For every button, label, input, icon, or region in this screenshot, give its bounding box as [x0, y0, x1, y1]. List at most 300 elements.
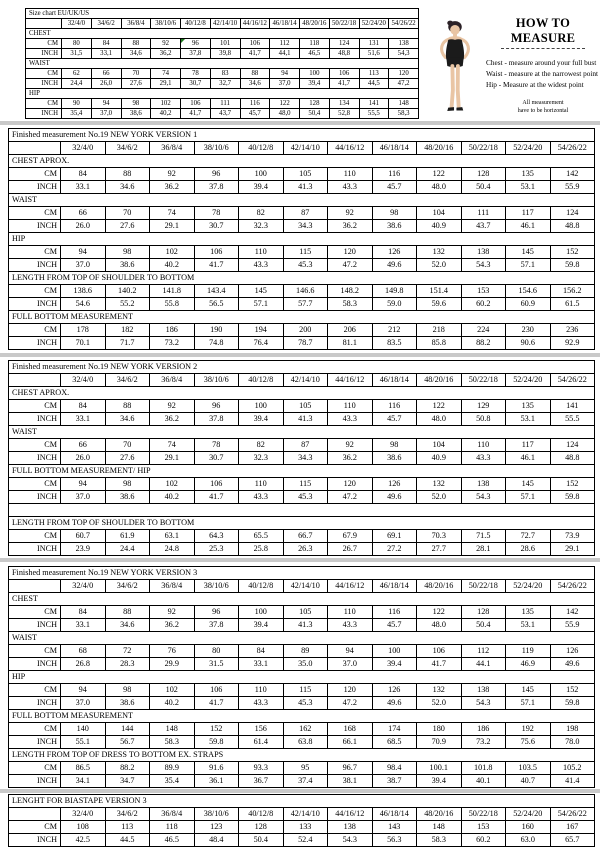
- measurement-value: 108: [61, 821, 106, 834]
- measurement-value: 115: [283, 246, 328, 259]
- measurement-value: 34.6: [105, 413, 150, 426]
- section-label: FULL BOTTOM MEASUREMENT: [9, 311, 595, 324]
- measurement-value: 118: [300, 39, 330, 49]
- version1-table: [8, 128, 595, 350]
- measurement-value: 70: [105, 439, 150, 452]
- measurement-value: 41.4: [550, 775, 595, 788]
- measurement-value: 122: [417, 400, 462, 413]
- measurement-value: 132: [417, 684, 462, 697]
- size-header-cell: 36/8/4: [150, 142, 195, 155]
- unit-label: CM: [9, 285, 61, 298]
- size-header-cell: 40/12/8: [239, 808, 284, 821]
- measurement-value: 44.1: [461, 658, 506, 671]
- measurement-value: 100: [300, 69, 330, 79]
- measurement-value: 37.8: [194, 181, 239, 194]
- measurement-value: 23.9: [61, 543, 106, 556]
- measurement-value: 141: [550, 400, 595, 413]
- size-header-cell: 36/8/4: [150, 374, 195, 387]
- measurement-value: 47.2: [328, 697, 373, 710]
- measurement-value: 36.7: [239, 775, 284, 788]
- measurement-value: 110: [239, 478, 284, 491]
- size-header-cell: 48/20/16: [417, 142, 462, 155]
- section-divider: [0, 121, 600, 125]
- measurement-value: 39,4: [300, 79, 330, 89]
- size-header-cell: 42/14/10: [283, 142, 328, 155]
- measurement-value: 31,5: [62, 49, 92, 59]
- measurement-value: 44,5: [359, 79, 389, 89]
- measurement-value: 84: [239, 645, 284, 658]
- measurement-value: 60.2: [461, 298, 506, 311]
- measurement-value: 33.1: [61, 413, 106, 426]
- measurement-value: 66: [91, 69, 121, 79]
- measurement-value: 151.4: [417, 285, 462, 298]
- measurement-value: 84: [61, 400, 106, 413]
- measurement-value: 74.8: [194, 337, 239, 350]
- measurement-value: 93.3: [239, 762, 284, 775]
- measurement-value: 106: [417, 645, 462, 658]
- measurement-value: 50.8: [461, 413, 506, 426]
- measurement-value: 26.8: [61, 658, 106, 671]
- measurement-value: 100: [239, 168, 284, 181]
- measurement-value: 122: [270, 99, 300, 109]
- size-header-cell: 46/18/14: [372, 142, 417, 155]
- measurement-value: 126: [550, 645, 595, 658]
- size-header-cell: 38/10/6: [194, 808, 239, 821]
- measurement-value: 37.0: [61, 491, 106, 504]
- measurement-value: 106: [194, 478, 239, 491]
- unit-label: CM: [9, 606, 61, 619]
- unit-label: INCH: [9, 543, 61, 556]
- measurement-value: 146.6: [283, 285, 328, 298]
- measurement-value: 37.0: [61, 697, 106, 710]
- unit-label: CM: [9, 400, 61, 413]
- measurement-value: 230: [506, 324, 551, 337]
- measurement-value: 59.8: [550, 259, 595, 272]
- measurement-value: 40.2: [150, 697, 195, 710]
- measurement-value: 116: [372, 400, 417, 413]
- measurement-value: 38,6: [121, 109, 151, 119]
- measurement-value: 153: [461, 285, 506, 298]
- unit-label: INCH: [9, 491, 61, 504]
- unit-label: INCH: [9, 337, 61, 350]
- measurement-value: 34.3: [283, 220, 328, 233]
- measurement-value: 98: [372, 207, 417, 220]
- size-header-cell: 36/8/4: [150, 580, 195, 593]
- unit-label: INCH: [9, 452, 61, 465]
- measurement-value: 36,2: [151, 49, 181, 59]
- measurement-value: 37.0: [61, 259, 106, 272]
- measurement-value: 47.2: [328, 259, 373, 272]
- size-header-cell: 32/4/0: [61, 142, 106, 155]
- measurement-value: 48.0: [417, 413, 462, 426]
- measurement-value: 32,7: [210, 79, 240, 89]
- measurement-value: 71.5: [461, 530, 506, 543]
- measurement-value: 50.4: [461, 181, 506, 194]
- measurement-value: 115: [283, 684, 328, 697]
- measurement-value: 63.1: [150, 530, 195, 543]
- measurement-value: 24.4: [105, 543, 150, 556]
- section-label: FULL BOTTOM MEASUREMENT: [9, 710, 595, 723]
- measurement-value: 59.8: [550, 697, 595, 710]
- measurement-value: 55.1: [61, 736, 106, 749]
- measurement-value: 66.7: [283, 530, 328, 543]
- measurement-value: 45.7: [372, 181, 417, 194]
- unit-label: INCH: [26, 49, 62, 59]
- measurement-value: 190: [194, 324, 239, 337]
- empty-header-cell: [9, 374, 61, 387]
- measurement-value: 88.2: [105, 762, 150, 775]
- measurement-value: 94: [61, 478, 106, 491]
- measurement-value: 104: [417, 439, 462, 452]
- measurement-value: 27.6: [105, 452, 150, 465]
- measurement-value: 54.3: [461, 259, 506, 272]
- measurement-value: 52,8: [329, 109, 359, 119]
- measurement-value: 116: [240, 99, 270, 109]
- measurement-value: 78: [194, 207, 239, 220]
- size-header-cell: 52/24/20: [506, 808, 551, 821]
- size-header-cell: 48/20/16: [417, 808, 462, 821]
- measurement-value: 54,3: [389, 49, 419, 59]
- measurement-value: 27,6: [121, 79, 151, 89]
- measurement-value: 24,4: [62, 79, 92, 89]
- measurement-value: 58.3: [150, 736, 195, 749]
- measurement-value: 110: [239, 246, 284, 259]
- measurement-value: 72: [105, 645, 150, 658]
- measurement-value: 37,8: [181, 49, 211, 59]
- measurement-value: 74: [151, 69, 181, 79]
- table-title: Finished measurement No.19 NEW YORK VERSION 1: [9, 129, 595, 142]
- measurement-value: 37.0: [328, 658, 373, 671]
- how-to-measure-title: HOW TO MEASURE: [510, 16, 576, 45]
- measurement-value: 60.9: [506, 298, 551, 311]
- measurement-value: 55.9: [550, 181, 595, 194]
- size-header-cell: 38/10/6: [194, 580, 239, 593]
- measurement-value: 54.3: [328, 834, 373, 847]
- measurement-table: [8, 794, 595, 847]
- measurement-value: 84: [91, 39, 121, 49]
- measurement-value: 49.6: [372, 259, 417, 272]
- measurement-value: 39.4: [417, 775, 462, 788]
- measurement-value: 60.7: [61, 530, 106, 543]
- measurement-value: 106: [240, 39, 270, 49]
- measurement-value: 141.8: [150, 285, 195, 298]
- measurement-value: 29.1: [550, 543, 595, 556]
- measurement-value: 70: [105, 207, 150, 220]
- measurement-value: 30.7: [194, 220, 239, 233]
- measurement-value: 94: [328, 645, 373, 658]
- size-header-cell: 50/22/18: [461, 142, 506, 155]
- size-header-cell: 52/24/20: [359, 19, 389, 29]
- measurement-value: 92: [328, 439, 373, 452]
- measurement-value: 40.2: [150, 491, 195, 504]
- measurement-value: 143: [372, 821, 417, 834]
- empty-header-cell: [26, 19, 62, 29]
- empty-header-cell: [9, 142, 61, 155]
- size-header-cell: 54/26/22: [550, 374, 595, 387]
- measurement-value: 55.2: [105, 298, 150, 311]
- measurement-value: 85.8: [417, 337, 462, 350]
- measurement-value: 43.3: [239, 259, 284, 272]
- unit-label: CM: [9, 645, 61, 658]
- section-label: WAIST: [9, 632, 595, 645]
- measurement-value: 80: [194, 645, 239, 658]
- size-header-cell: 44/16/12: [328, 580, 373, 593]
- size-header-cell: 42/14/10: [283, 580, 328, 593]
- measurement-value: 122: [417, 168, 462, 181]
- measurement-value: 49.6: [372, 697, 417, 710]
- measurement-value: 45.3: [283, 491, 328, 504]
- measurement-value: 45.7: [372, 619, 417, 632]
- measurement-value: 30,7: [181, 79, 211, 89]
- measurement-value: 35.4: [150, 775, 195, 788]
- measurement-value: 48.8: [550, 220, 595, 233]
- measurement-value: 92: [150, 400, 195, 413]
- measurement-value: 70.3: [417, 530, 462, 543]
- measurement-value: 69.1: [372, 530, 417, 543]
- measurement-value: 200: [283, 324, 328, 337]
- measurement-value: 41.7: [194, 491, 239, 504]
- measurement-value: 168: [328, 723, 373, 736]
- measurement-value: 56.5: [194, 298, 239, 311]
- size-header-cell: 42/14/10: [210, 19, 240, 29]
- measurement-value: 132: [417, 478, 462, 491]
- measurement-value: 57.1: [506, 491, 551, 504]
- measurement-value: 26,0: [91, 79, 121, 89]
- measurement-value: 106: [194, 684, 239, 697]
- measurement-value: 148: [389, 99, 419, 109]
- measurement-value: 120: [328, 478, 373, 491]
- size-header-cell: 54/26/22: [389, 19, 419, 29]
- measurement-value: 88: [105, 168, 150, 181]
- unit-label: CM: [9, 762, 61, 775]
- measurement-value: 41.3: [283, 413, 328, 426]
- measurement-value: 57.1: [239, 298, 284, 311]
- section-label: HIP: [26, 89, 419, 99]
- measurement-value: 73.2: [150, 337, 195, 350]
- measurement-value: 38.6: [105, 491, 150, 504]
- measurement-value: 102: [150, 478, 195, 491]
- size-header-cell: 48/20/16: [417, 580, 462, 593]
- size-header-cell: 38/10/6: [194, 142, 239, 155]
- measurement-value: 156: [239, 723, 284, 736]
- measurement-value: 65.7: [550, 834, 595, 847]
- measurement-value: 138: [328, 821, 373, 834]
- size-header-cell: 32/4/0: [61, 808, 106, 821]
- measurement-value: 66: [61, 207, 106, 220]
- measurement-value: 224: [461, 324, 506, 337]
- measurement-value: 56.7: [105, 736, 150, 749]
- measurement-value: 98: [105, 246, 150, 259]
- measurement-value: 26.0: [61, 452, 106, 465]
- unit-label: CM: [9, 168, 61, 181]
- measurement-value: 80: [62, 39, 92, 49]
- size-header-cell: 36/8/4: [121, 19, 151, 29]
- measurement-value: 133: [283, 821, 328, 834]
- measurement-value: 96: [194, 400, 239, 413]
- unit-label: CM: [9, 684, 61, 697]
- empty-header-cell: [9, 580, 61, 593]
- measurement-value: 46.1: [506, 220, 551, 233]
- measurement-value: 117: [506, 439, 551, 452]
- measurement-value: 117: [506, 207, 551, 220]
- measurement-value: 100: [239, 606, 284, 619]
- measurement-value: 55,5: [359, 109, 389, 119]
- measurement-value: 92: [328, 207, 373, 220]
- measurement-value: 58,3: [389, 109, 419, 119]
- measurement-value: 48.0: [417, 619, 462, 632]
- measurement-value: 48.4: [194, 834, 239, 847]
- measurement-value: 49.6: [550, 658, 595, 671]
- measurement-value: 98: [105, 684, 150, 697]
- measurement-value: 45.3: [283, 697, 328, 710]
- measurement-value: 102: [150, 684, 195, 697]
- measurement-value: 29,1: [151, 79, 181, 89]
- section-label: CHEST APROX.: [9, 387, 595, 400]
- measurement-value: 35,4: [62, 109, 92, 119]
- section-label: HIP: [9, 671, 595, 684]
- measurement-value: 43,7: [210, 109, 240, 119]
- section-divider: [0, 353, 600, 357]
- measurement-value: 236: [550, 324, 595, 337]
- measurement-value: 160: [506, 821, 551, 834]
- unit-label: INCH: [9, 736, 61, 749]
- measurement-value: 116: [372, 168, 417, 181]
- measurement-value: 39.4: [239, 181, 284, 194]
- measurement-value: 28.1: [461, 543, 506, 556]
- measurement-value: 88: [240, 69, 270, 79]
- measurement-value: 96: [194, 168, 239, 181]
- measurement-value: 84: [61, 606, 106, 619]
- measurement-value: 83: [210, 69, 240, 79]
- measurement-value: 43.3: [239, 491, 284, 504]
- measurement-value: 43.3: [328, 413, 373, 426]
- measurement-value: 98: [105, 478, 150, 491]
- measurement-value: 29.1: [150, 220, 195, 233]
- size-header-cell: 34/6/2: [105, 142, 150, 155]
- measurement-value: 145: [239, 285, 284, 298]
- measurement-value: 102: [150, 246, 195, 259]
- measurement-table: [8, 566, 595, 788]
- size-header-cell: 38/10/6: [151, 19, 181, 29]
- measurement-value: 78: [181, 69, 211, 79]
- measurement-value: 92: [150, 168, 195, 181]
- measurement-value: 212: [372, 324, 417, 337]
- measurement-value: 56.3: [372, 834, 417, 847]
- measurement-value: 53.1: [506, 619, 551, 632]
- measurement-value: 41.3: [283, 619, 328, 632]
- measurement-value: 180: [417, 723, 462, 736]
- measurement-value: 115: [283, 478, 328, 491]
- measurement-value: 27.2: [372, 543, 417, 556]
- measurement-value: 37.4: [283, 775, 328, 788]
- measurement-value: 98.4: [372, 762, 417, 775]
- measurement-value: 34,6: [240, 79, 270, 89]
- measurement-value: 78.0: [550, 736, 595, 749]
- size-header-cell: 40/12/8: [181, 19, 211, 29]
- measurement-value: 68: [61, 645, 106, 658]
- measurement-value: 82: [239, 439, 284, 452]
- measurement-value: 41.7: [194, 697, 239, 710]
- section-label: CHEST: [9, 593, 595, 606]
- size-header-cell: 54/26/22: [550, 580, 595, 593]
- measurement-value: 31.5: [194, 658, 239, 671]
- measurement-note: [486, 100, 600, 115]
- measurement-value: 32.3: [239, 220, 284, 233]
- measurement-value: 145: [506, 478, 551, 491]
- measurement-value: 92: [150, 606, 195, 619]
- measurement-value: 38.6: [105, 697, 150, 710]
- measurement-value: 59.6: [417, 298, 462, 311]
- measure-instructions: [486, 57, 600, 90]
- size-header-cell: 38/10/6: [194, 374, 239, 387]
- measurement-value: 92.9: [550, 337, 595, 350]
- measurement-value: 37,0: [270, 79, 300, 89]
- measurement-value: 49.6: [372, 491, 417, 504]
- measurement-value: 59.0: [372, 298, 417, 311]
- measurement-value: 73.2: [461, 736, 506, 749]
- measurement-value: 38.6: [105, 259, 150, 272]
- size-header-cell: 54/26/22: [550, 808, 595, 821]
- measurement-value: 51,6: [359, 49, 389, 59]
- size-header-cell: 50/22/18: [461, 580, 506, 593]
- size-header-cell: 46/18/14: [372, 580, 417, 593]
- measurement-value: 116: [372, 606, 417, 619]
- measurement-value: 74: [150, 207, 195, 220]
- measurement-value: 156.2: [550, 285, 595, 298]
- measurement-value: 94: [61, 684, 106, 697]
- size-header-cell: 52/24/20: [506, 374, 551, 387]
- measurement-value: 186: [461, 723, 506, 736]
- section-label: CHEST APROX.: [9, 155, 595, 168]
- measurement-value: 102: [151, 99, 181, 109]
- measurement-value: 41.7: [417, 658, 462, 671]
- measurement-value: 71.7: [105, 337, 150, 350]
- unit-label: INCH: [9, 181, 61, 194]
- size-header-cell: 44/16/12: [328, 142, 373, 155]
- size-header-cell: 52/24/20: [506, 580, 551, 593]
- measurement-value: 25.8: [239, 543, 284, 556]
- measurement-value: 38.1: [328, 775, 373, 788]
- measurement-value: 89.9: [150, 762, 195, 775]
- measurement-value: 26.7: [328, 543, 373, 556]
- measurement-value: 40.9: [417, 220, 462, 233]
- measurement-value: 73.9: [550, 530, 595, 543]
- empty-header-cell: [9, 808, 61, 821]
- measurement-value: 48.0: [417, 181, 462, 194]
- measurement-value: 36.2: [150, 619, 195, 632]
- size-header-cell: 32/4/0: [62, 19, 92, 29]
- measurement-value: 218: [417, 324, 462, 337]
- woman-measuring-illustration: [426, 18, 484, 116]
- measurement-value: 41.7: [194, 259, 239, 272]
- section-label: WAIST: [9, 194, 595, 207]
- section-label: FULL BOTTOM MEASUREMENT/ HIP: [9, 465, 595, 478]
- measurement-value: 98: [121, 99, 151, 109]
- measurement-value: 83.5: [372, 337, 417, 350]
- measurement-value: 112: [461, 645, 506, 658]
- measurement-value: 33.1: [61, 181, 106, 194]
- measurement-value: 46.9: [506, 658, 551, 671]
- section-label: LENGTH FROM TOP OF SHOULDER TO BOTTOM: [9, 272, 595, 285]
- note-line-2: have to be horizontal: [517, 107, 569, 114]
- unit-label: INCH: [9, 697, 61, 710]
- measurement-value: 59.8: [550, 491, 595, 504]
- measurement-value: 94: [61, 246, 106, 259]
- measurement-value: 138.6: [61, 285, 106, 298]
- measurement-value: 24.8: [150, 543, 195, 556]
- measurement-value: 70: [121, 69, 151, 79]
- measurement-value: 32.3: [239, 452, 284, 465]
